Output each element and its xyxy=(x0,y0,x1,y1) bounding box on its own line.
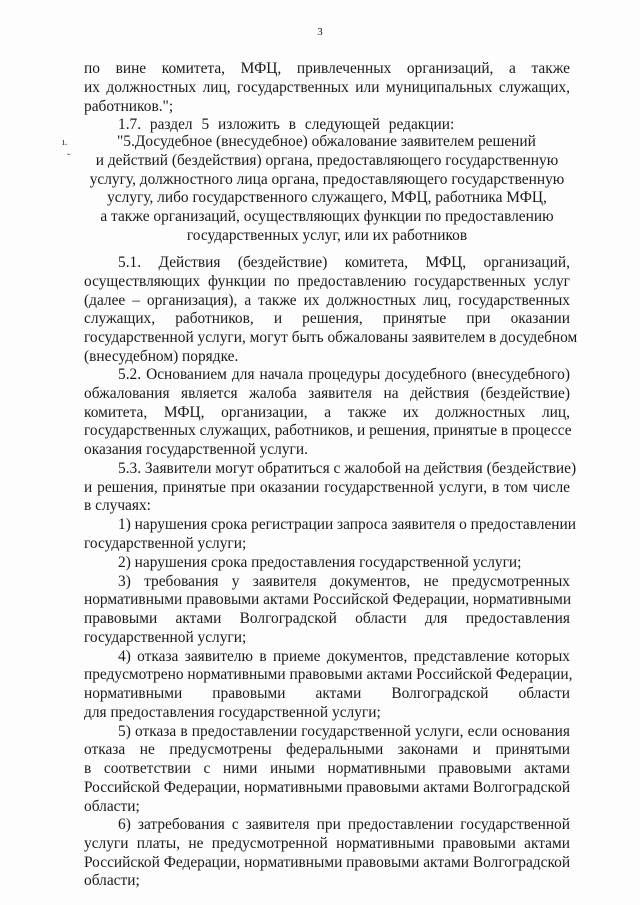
text-line: служащих, работников, и решения, принятые при оказании xyxy=(84,310,570,327)
text-line: нормативными правовыми актами Волгоградской области xyxy=(84,685,570,702)
section-heading-line: "5.Досудебное (внесудебное) обжалование заявителем решений xyxy=(117,133,536,150)
text-line: 2) нарушения срока предоставления государственной услуги; xyxy=(118,554,522,571)
text-line: 5.1. Действия (бездействие) комитета, МФЦ, организаций, xyxy=(118,254,570,271)
margin-mark: ˇ xyxy=(67,153,71,164)
page-number: 3 xyxy=(317,26,323,38)
text-line: обжалования является жалоба заявителя на действия (бездействие) xyxy=(84,385,570,402)
text-line: в соответствии с ними иными нормативными правовыми актами xyxy=(84,760,570,777)
section-heading-line: услугу, либо государственного служащего, МФЦ, работника МФЦ, xyxy=(107,189,547,206)
text-line: государственной услуги; xyxy=(84,629,247,646)
text-line: работников."; xyxy=(84,98,174,115)
text-line: предусмотрено нормативными правовыми актами Российской Федерации, xyxy=(84,666,573,683)
text-line: 5) отказа в предоставлении государственной услуги, если основания xyxy=(118,723,570,740)
text-line: Российской Федерации, нормативными правовыми актами Волгоградской xyxy=(84,779,571,796)
text-line: (далее – организация), а также их должностных лиц, государственных xyxy=(84,292,570,309)
text-line: отказа не предусмотрены федеральными законами и принятыми xyxy=(84,741,570,758)
text-line: правовыми актами Волгоградской области для предоставления xyxy=(84,610,570,627)
section-heading-line: услугу, должностного лица органа, предоставляющего государственную xyxy=(89,171,565,188)
text-line: государственных служащих, работников, и решения, принятые в процессе xyxy=(84,422,572,439)
text-line: 6) затребования с заявителя при предоставлении государственной xyxy=(118,816,570,833)
text-line: области; xyxy=(84,798,140,815)
text-line: в случаях: xyxy=(84,497,151,514)
text-line: для предоставления государственной услуги; xyxy=(84,704,381,721)
text-line: государственной услуги; xyxy=(84,535,247,552)
text-line: государственной услуги, могут быть обжалованы заявителем в досудебном xyxy=(84,329,578,346)
text-line: Российской Федерации, нормативными правовыми актами Волгоградской xyxy=(84,854,571,871)
section-heading-line: и действий (бездействия) органа, предоставляющего государственную xyxy=(95,152,559,169)
text-line: осуществляющих функции по предоставлению государственных услуг xyxy=(84,273,570,290)
text-line: 5.2. Основанием для начала процедуры досудебного (внесудебного) xyxy=(118,366,570,383)
section-heading-line: государственных услуг, или их работников xyxy=(186,227,468,244)
text-line: 1.7. раздел 5 изложить в следующей редакции: xyxy=(118,116,455,133)
text-line: области; xyxy=(84,872,140,889)
text-line: 1) нарушения срока регистрации запроса заявителя о предоставлении xyxy=(118,516,576,533)
text-line: услуги платы, не предусмотренной нормативными правовыми актами xyxy=(84,835,570,852)
text-line: комитета, МФЦ, организации, а также их должностных лиц, xyxy=(84,404,570,421)
text-line: 4) отказа заявителю в приеме документов, представление которых xyxy=(118,648,570,665)
text-line: 3) требования у заявителя документов, не предусмотренных xyxy=(118,573,570,590)
text-line: оказания государственной услуги. xyxy=(84,441,308,458)
text-line: (внесудебном) порядке. xyxy=(84,348,239,365)
text-line: 5.3. Заявители могут обратиться с жалобой на действия (бездействие) xyxy=(118,460,577,477)
text-line: нормативными правовыми актами Российской Федерации, нормативными xyxy=(84,591,572,608)
text-line: их должностных лиц, государственных или муниципальных служащих, xyxy=(84,79,570,96)
margin-mark: ı. xyxy=(62,137,68,148)
section-heading-line: а также организаций, осуществляющих функции по предоставлению xyxy=(100,208,554,225)
text-line: по вине комитета, МФЦ, привлеченных организаций, а также xyxy=(84,60,570,77)
text-line: и решения, принятые при оказании государственной услуги, в том числе xyxy=(84,479,570,496)
